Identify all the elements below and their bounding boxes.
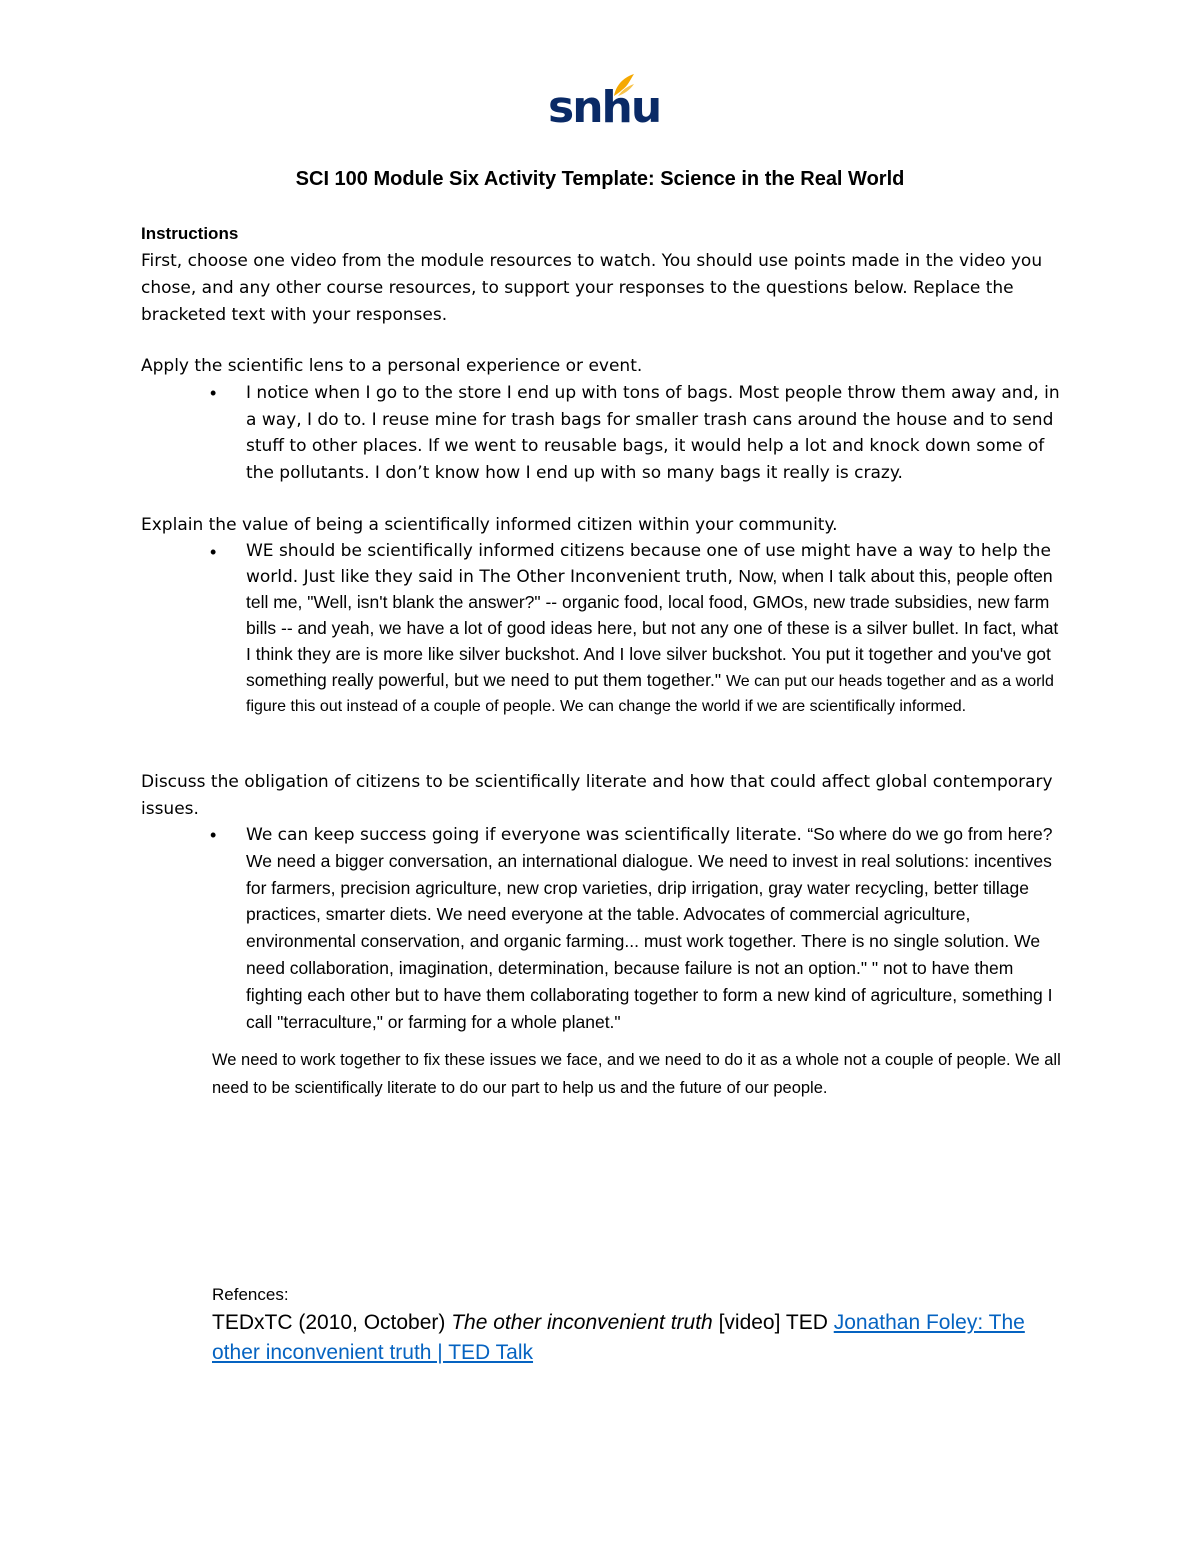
answer-3-part-a: We can keep success going if everyone was scientifically literate. [246, 825, 808, 845]
answer-2-part-c: We can put our heads together and as a world figure this out instead of a couple of people. We can change the world if we are scientifically informed. [246, 673, 1054, 715]
bullet-icon: • [210, 542, 217, 562]
answer-3-text [246, 822, 1061, 1036]
answer-2-quote: Now, when I talk about this, people often tell me, "Well, isn't blank the answer?" -- organic food, local food, GMOs, new trade subsidies, new farm bills -- and yeah, we have a lot of good ideas here, but not any one of these is a silver bullet. In fact, what I think they are is more like silver buckshot. And I love silver buckshot. You put it together and you've got something really powerful, but we need to put them together." [246, 566, 1059, 690]
bullet-icon: • [210, 383, 217, 403]
document-title: SCI 100 Module Six Activity Template: Science in the Real World [295, 168, 905, 190]
answer-1-text: I notice when I go to the store I end up with tons of bags. Most people throw them away and, in a way, I do to. I reuse mine for trash bags for smaller trash cans around the house and to send stuff to other places. If we went to reusable bags, it would help a lot and knock down some of the pollutants. I don’t know how I end up with so many bags it really is crazy. [246, 383, 1060, 483]
answer-2-text [246, 539, 1061, 719]
question-1-prompt: Apply the scientific lens to a personal experience or event. [141, 356, 643, 376]
question-3-followup: We need to work together to fix these issues we face, and we need to do it as a whole not a couple of people. We all need to be scientifically literate to do our part to help us and the future of our people. [212, 1051, 1061, 1097]
instructions-heading: Instructions [141, 224, 239, 243]
bullet-icon: • [210, 825, 217, 845]
citation-start: TEDxTC (2010, October) [212, 1311, 452, 1334]
ted-talk-link[interactable]: Jonathan Foley: The other inconvenient truth | TED Talk [212, 1311, 1025, 1364]
answer-2-part-a: WE should be scientifically informed citizens because one of use might have a way to help the world. Just like they said in The Other Inconvenient truth, [246, 541, 1051, 587]
reference-citation [212, 1308, 1052, 1368]
question-3-answer [210, 822, 1060, 1047]
citation-title: The other inconvenient truth [451, 1311, 713, 1334]
question-3-prompt: Discuss the obligation of citizens to be scientifically literate and how that could affect global contemporary issues. [141, 772, 1053, 819]
answer-3-quote: “So where do we go from here? We need a bigger conversation, an international dialogue. We need to invest in real solutions: incentives for farmers, precision agriculture, new crop varieties, drip irrigation, gray water recycling, better tillage practices, smarter diets. We need everyone at the table. Advocates of commercial agriculture, environmental conservation, and organic farming... must work together. There is no single solution. We need collaboration, imagination, determination, because failure is not an option." " not to have them fighting each other but to have them collaborating together to form a new kind of agriculture, something I call "terraculture," or farming for a whole planet." [246, 824, 1053, 1032]
question-2-answer [210, 539, 1060, 749]
instructions-body: First, choose one video from the module resources to watch. You should use points made in the video you chose, and any other course resources, to support your responses to the questions below. Replace the bracketed text with your responses. [141, 251, 1043, 325]
snhu-logo [548, 72, 661, 134]
citation-mid: [video] TED [712, 1311, 834, 1334]
question-1-answer [210, 380, 1060, 490]
references-heading: Refences: [212, 1285, 289, 1304]
logo-wordmark: snhu [548, 82, 661, 133]
question-2-prompt: Explain the value of being a scientifically informed citizen within your community. [141, 515, 838, 535]
